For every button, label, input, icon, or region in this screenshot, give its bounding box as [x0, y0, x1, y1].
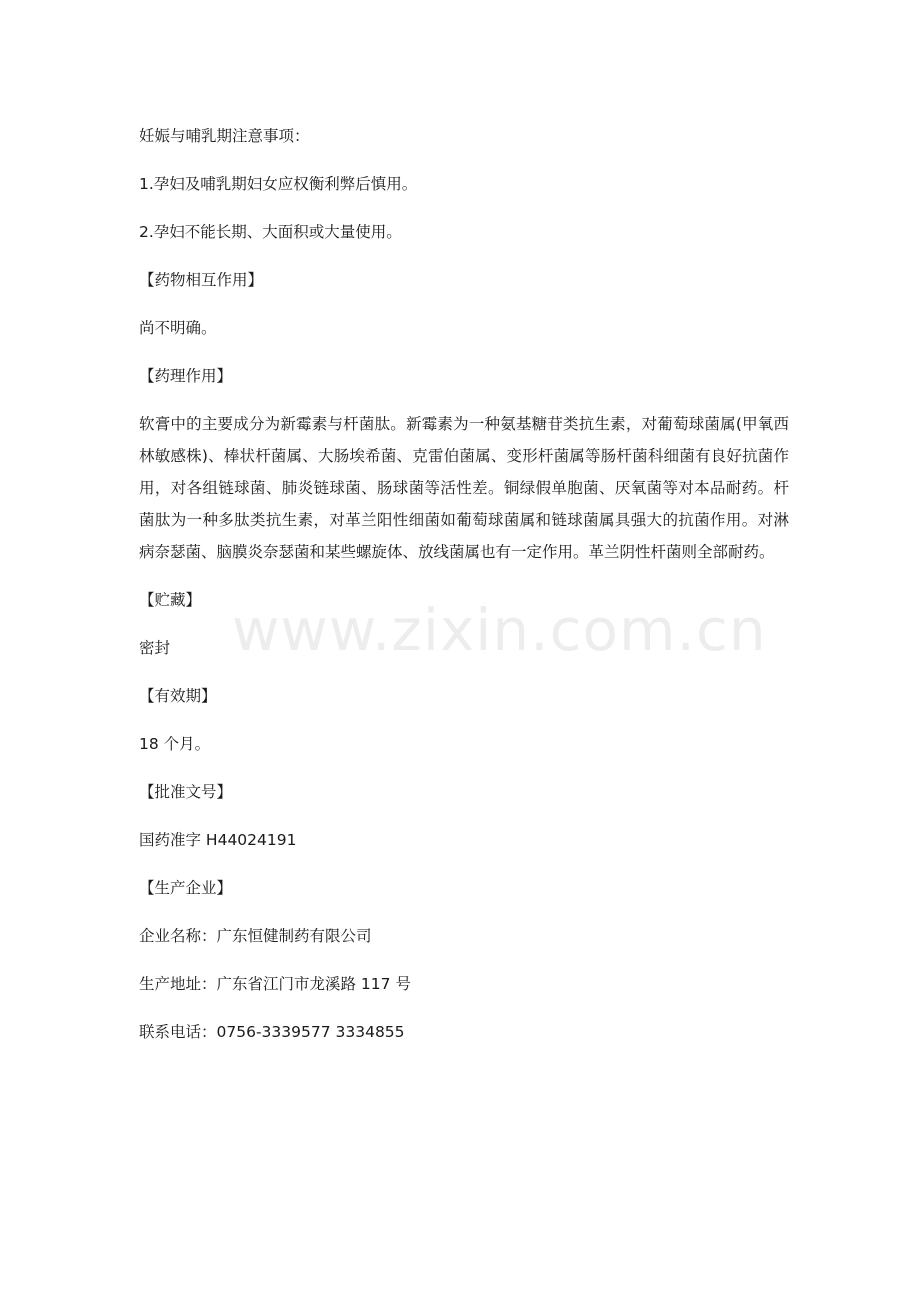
pregnancy-note-2: 2.孕妇不能长期、大面积或大量使用。 — [139, 223, 402, 241]
watermark: www.zixin.com.cn — [232, 596, 767, 664]
approval-number: 国药准字 H44024191 — [139, 831, 297, 849]
interaction-text: 尚不明确。 — [139, 319, 217, 337]
pharmacology-heading: 【药理作用】 — [139, 367, 233, 385]
pharmacology-text: 软膏中的主要成分为新霉素与杆菌肽。新霉素为一种氨基糖苷类抗生素，对葡萄球菌属(甲氧西林敏感株)、棒状杆菌属、大肠埃希菌、克雷伯菌属、变形杆菌属等肠杆菌科细菌有良好抗菌作用，对各组链球菌、肺炎链球菌、肠球菌等活性差。铜绿假单胞菌、厌氧菌等对本品耐药。杆菌肽为一种多肽类抗生素，对革兰阳性细菌如葡萄球菌属和链球菌属具强大的抗菌作用。对淋病奈瑟菌、脑膜炎奈瑟菌和某些螺旋体、放线菌属也有一定作用。革兰阴性杆菌则全部耐药。 — [139, 415, 789, 561]
validity-text: 18 个月。 — [139, 735, 211, 753]
document-body — [139, 124, 789, 1068]
company-address: 生产地址：广东省江门市龙溪路 117 号 — [139, 975, 411, 993]
storage-heading: 【贮藏】 — [139, 591, 202, 609]
manufacturer-heading: 【生产企业】 — [139, 879, 233, 897]
storage-text: 密封 — [139, 639, 171, 657]
company-name: 企业名称：广东恒健制药有限公司 — [139, 927, 372, 945]
validity-heading: 【有效期】 — [139, 687, 217, 705]
company-phone: 联系电话：0756-3339577 3334855 — [139, 1023, 405, 1041]
pregnancy-note-1: 1.孕妇及哺乳期妇女应权衡利弊后慎用。 — [139, 175, 418, 193]
interaction-heading: 【药物相互作用】 — [139, 271, 264, 289]
pregnancy-heading: 妊娠与哺乳期注意事项： — [139, 127, 310, 145]
approval-heading: 【批准文号】 — [139, 783, 233, 801]
